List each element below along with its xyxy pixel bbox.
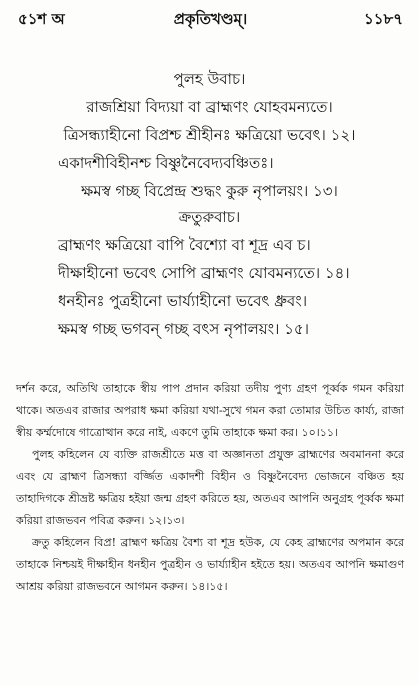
commentary-paragraph: দর্শন করে, অতিথি তাহাকে স্বীয় পাপ প্রদান করিয়া তদীয় পুণ্য গ্রহণ পূর্ব্বক গমন করিয়া থাকে। অতএব রাজার অপরাধ ক্ষমা করিয়া যথা-সুখে গমন করা তোমার উচিত কার্য্য, রাজা স্বীয় কর্ম্মদোষে গাত্রোত্থান করে নাই, একণে তুমি তাহাকে ক্ষমা কর। ১০।১১। (16, 382, 404, 439)
verse-line: ত্রিসন্ধ্যাহীনো বিপ্রশ্চ শ্রীহীনঃ ক্ষত্রিয়ো ভবেৎ। ১২। (63, 126, 356, 144)
verse-line: ক্ষমস্ব গচ্ছ বিপ্রেন্দ্র শুদ্ধং কুরু নৃপালয়ং। ১৩। (81, 182, 338, 200)
verse-line: ব্রাহ্মণং ক্ষত্রিয়ো বাপি বৈশ্যো বা শূদ্র এব চ। (58, 236, 311, 254)
verse-line: দীক্ষাহীনো ভবেৎ সোপি ব্রাহ্মণং যোবমন্যতে। ১৪। (58, 264, 350, 282)
verse-line: একাদশীবিহীনশ্চ বিষ্ণুনৈবেদ্যবঞ্চিতঃ। (58, 154, 274, 172)
commentary-paragraph: ক্রতু কহিলেন বিপ্র! ব্রাহ্মণ ক্ষত্রিয় বৈশ্য বা শূদ্র হউক, যে কেহ ব্রাহ্মণের অপমান করে তাহাকে নিশ্চয়ই দীক্ষাহীন ধনহীন পুত্রহীন ও ভার্য্যাহীন হইতে হয়। অতএব আপনি ক্ষমাগুণ আশ্রয় করিয়া রাজভবনে আগমন করুন। ১৪।১৫। (16, 536, 404, 593)
verse-heading-kratu: ক্রতুরুবাচ। (178, 208, 241, 226)
section-title: প্রকৃতিখণ্ডম্। (173, 10, 248, 28)
page-number: ১১৮৭ (364, 10, 403, 28)
commentary-paragraph: পুলহ কহিলেন যে ব্যক্তি রাজশ্রীতে মত্ত বা অজ্ঞানতা প্রযুক্ত ব্রাহ্মণের অবমাননা করে এবং যে ব্রাহ্মণ ত্রিসন্ধ্যা বর্জ্জিত একাদশী বিহীন ও বিষ্ণুনৈবেদ্য ভোজনে বঞ্চিত হয় তাহাদিগকে শ্রীভ্রষ্ট ক্ষত্রিয় হইয়া জন্ম গ্রহণ করিতে হয়, অতএব আপনি অনুগ্রহ পূর্ব্বক ক্ষমা করিয়া রাজভবন পবিত্র করুন। ১২।১৩। (16, 448, 404, 527)
verse-line: রাজশ্রিয়া বিদ্যয়া বা ব্রাহ্মণং যোহবমন্যতে। (86, 98, 333, 116)
verse-line: ধনহীনঃ পুত্রহীনো ভার্য্যাহীনো ভবেৎ ধ্রুবং। (58, 292, 308, 310)
page-header (18, 8, 403, 32)
commentary (16, 378, 404, 598)
verse-heading-pulaha: পুলহ উবাচ। (173, 70, 246, 88)
chapter-number: ৫১শ অ (18, 10, 65, 28)
verse-line: ক্ষমস্ব গচ্ছ ভগবন্ গচ্ছ বৎস নৃপালয়ং। ১৫। (58, 320, 310, 338)
